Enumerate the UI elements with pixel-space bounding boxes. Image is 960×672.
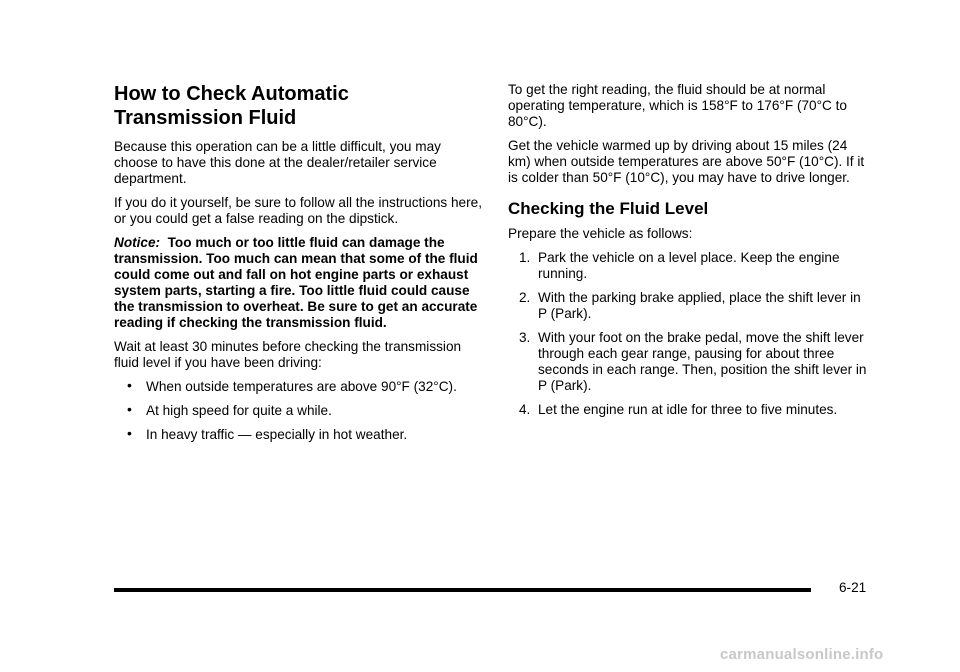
- subsection-heading: Checking the Fluid Level: [508, 199, 709, 218]
- watermark: carmanualsonline.info: [720, 646, 884, 663]
- bullet-icon: •: [127, 377, 132, 393]
- step-number: 2.: [519, 290, 531, 305]
- step-item: [508, 250, 870, 282]
- step-item: [508, 290, 870, 322]
- step-item: [508, 402, 870, 418]
- footer-rule: [114, 588, 811, 592]
- step-text: With the parking brake applied, place the shift lever in P (Park).: [538, 290, 861, 321]
- notice-label: Notice:: [114, 235, 161, 250]
- step-text: Let the engine run at idle for three to five minutes.: [538, 402, 838, 417]
- wait-paragraph: Wait at least 30 minutes before checking the transmission fluid level if you have been driving:: [114, 339, 462, 370]
- list-item-text: At high speed for quite a while.: [146, 403, 332, 418]
- notice-block: [114, 235, 482, 331]
- page-number: 6-21: [839, 580, 867, 595]
- prepare-paragraph: Prepare the vehicle as follows:: [508, 226, 693, 241]
- notice-text: Too much or too little fluid can damage the transmission. Too much can mean that some of the fluid could come out and fall on hot engine parts or exhaust system parts, starting a fire. Too little fluid could cause the transmission to overheat. Be sure to get an accurate reading if checking the transmission fluid.: [114, 235, 478, 330]
- list-item-text: When outside temperatures are above 90°F (32°C).: [146, 379, 457, 394]
- list-item: [114, 403, 482, 419]
- list-item: [114, 427, 482, 443]
- step-text: Park the vehicle on a level place. Keep the engine running.: [538, 250, 840, 281]
- list-item: [114, 379, 482, 395]
- list-item-text: In heavy traffic — especially in hot weather.: [146, 427, 408, 442]
- conditions-list: [114, 379, 482, 443]
- step-text: With your foot on the brake pedal, move the shift lever through each gear range, pausing for about three seconds in each range. Then, position the shift lever in P (Park).: [538, 330, 867, 393]
- temperature-paragraph: To get the right reading, the fluid should be at normal operating temperature, which is 158°F to 176°F (70°C to 80°C).: [508, 82, 847, 129]
- step-item: [508, 330, 870, 394]
- bullet-icon: •: [127, 401, 132, 417]
- intro-paragraph: Because this operation can be a little difficult, you may choose to have this done at the dealer/retailer service department.: [114, 139, 441, 186]
- step-number: 4.: [519, 402, 531, 417]
- section-heading: How to Check Automatic Transmission Fluid: [114, 83, 349, 129]
- instructions-paragraph: If you do it yourself, be sure to follow all the instructions here, or you could get a false reading on the dipstick.: [114, 195, 482, 226]
- bullet-icon: •: [127, 425, 132, 441]
- left-column: [114, 82, 482, 451]
- step-number: 1.: [519, 250, 531, 265]
- warmup-paragraph: Get the vehicle warmed up by driving about 15 miles (24 km) when outside temperatures are above 50°F (10°C). If it is colder than 50°F (10°C), you may have to drive longer.: [508, 138, 865, 185]
- steps-list: [508, 250, 870, 418]
- right-column: [508, 82, 870, 426]
- step-number: 3.: [519, 330, 531, 345]
